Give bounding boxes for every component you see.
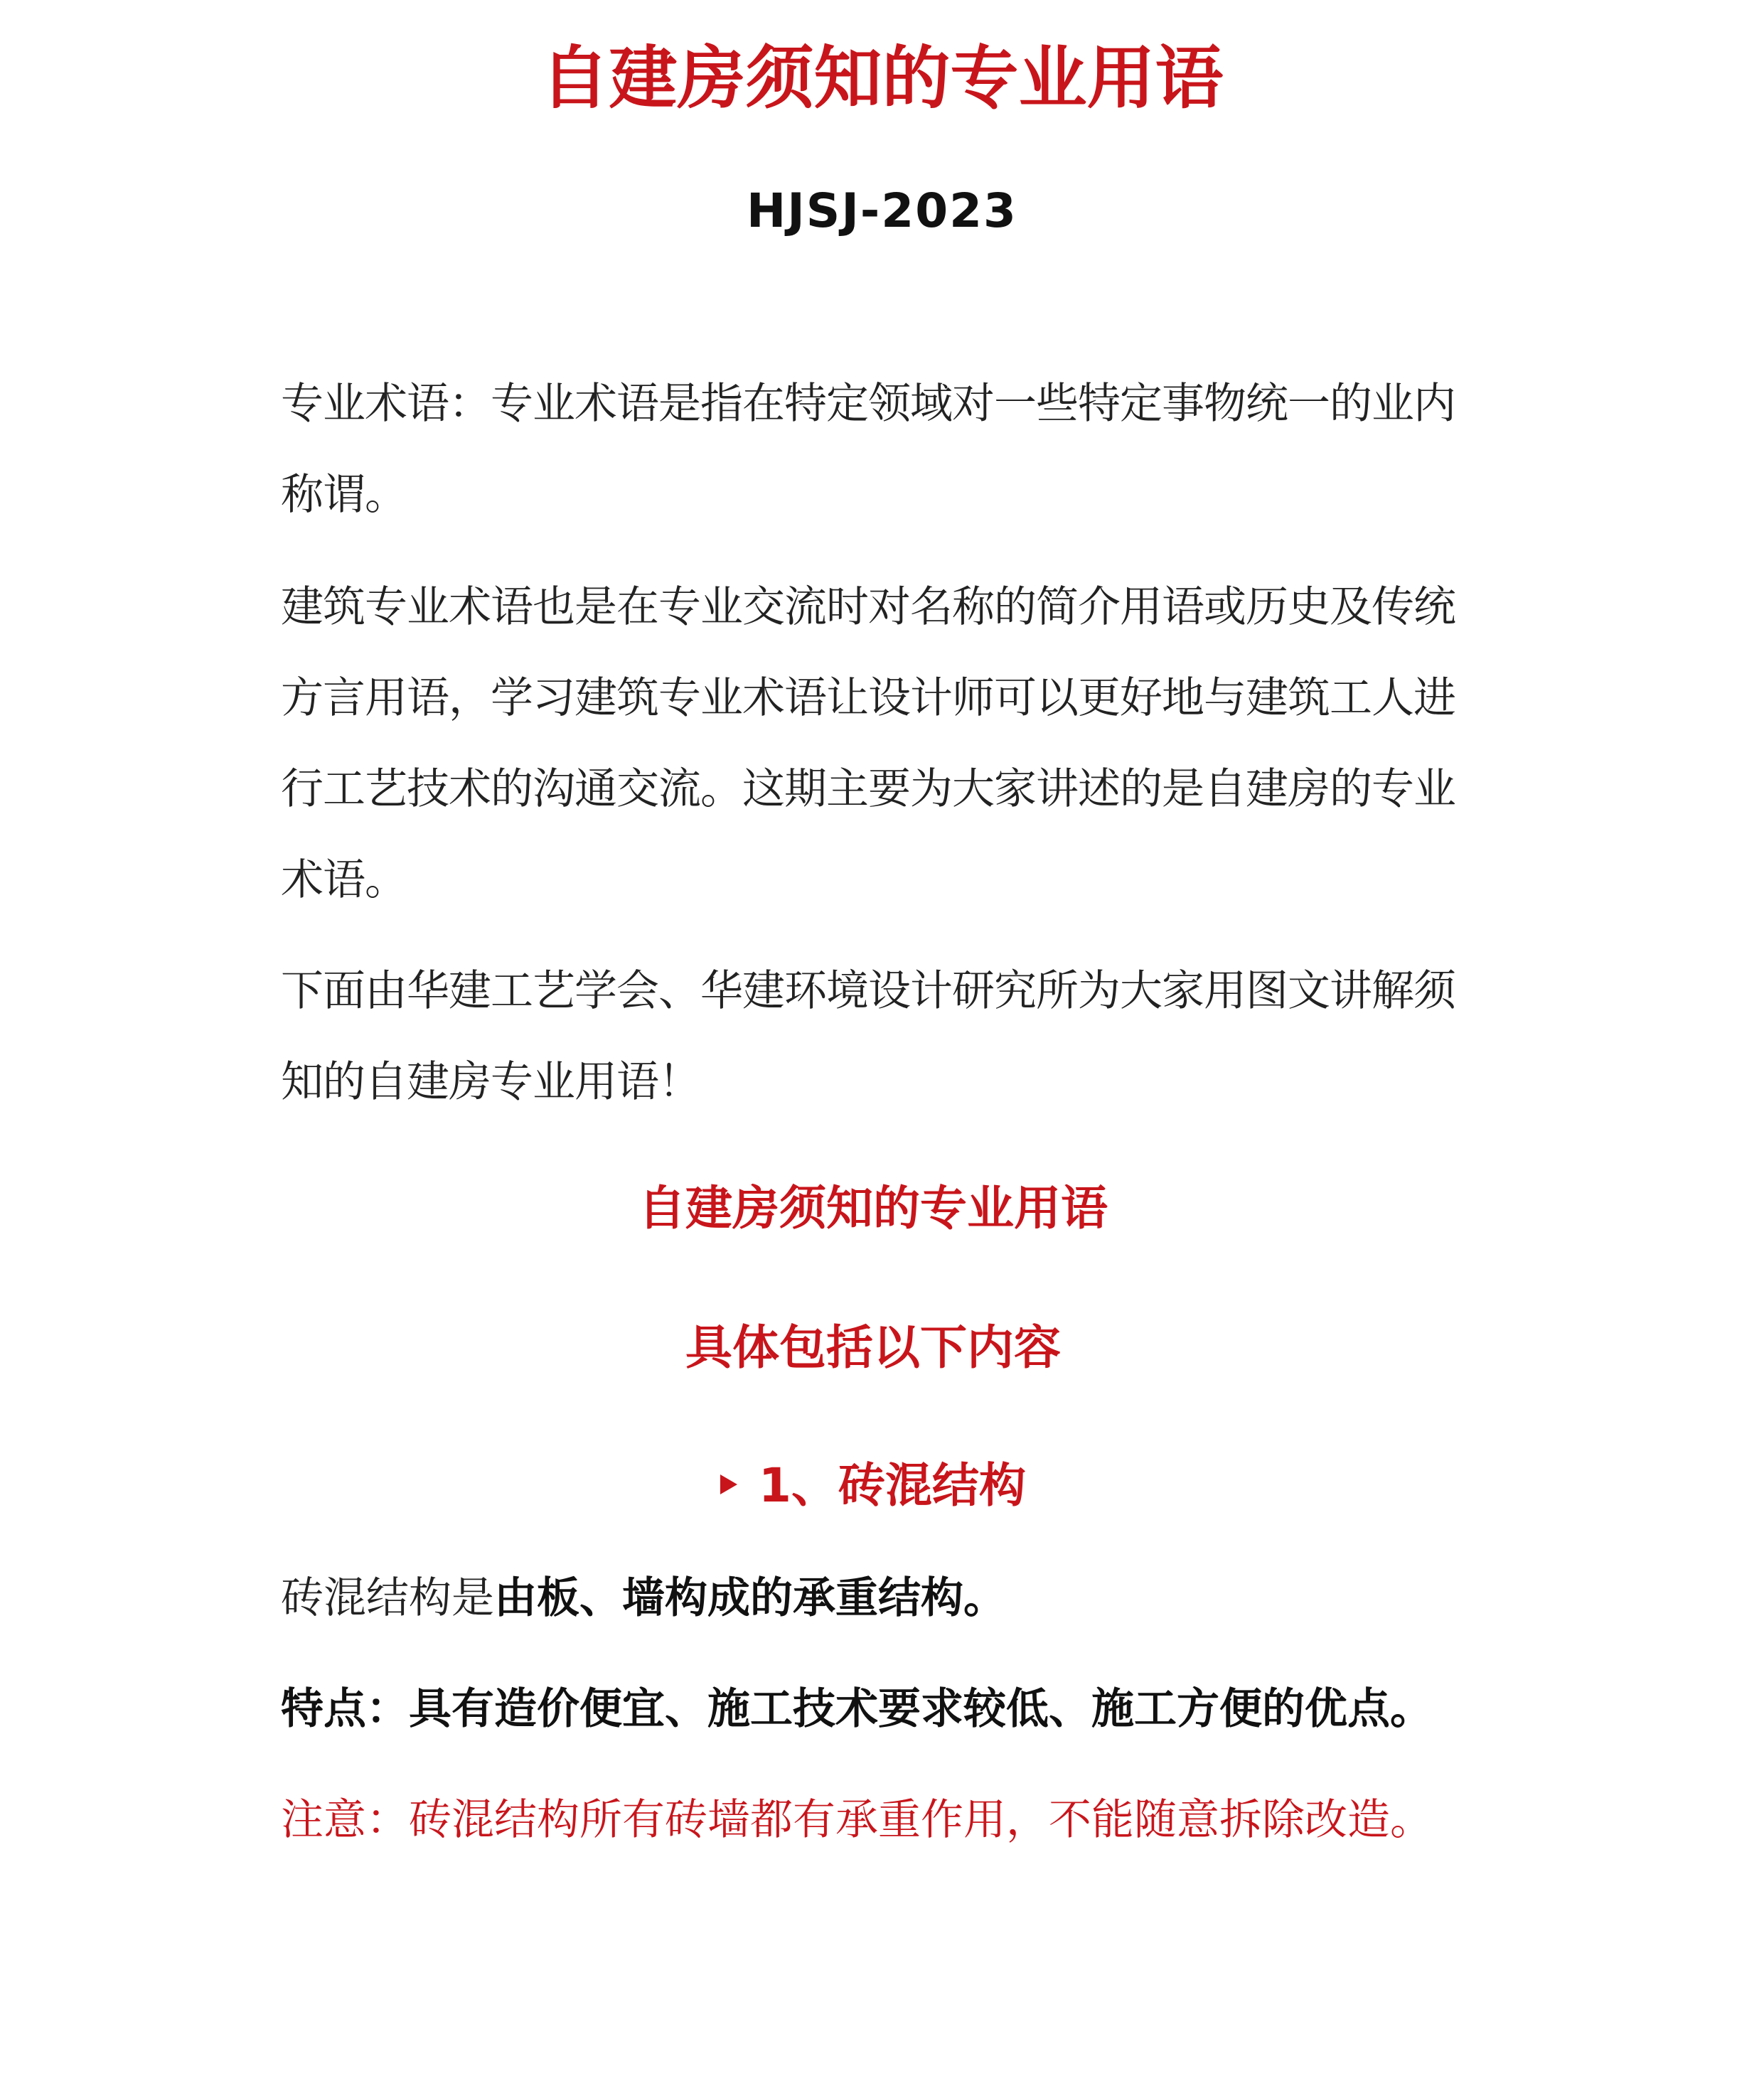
intro-paragraph-1: 专业术语：专业术语是指在特定领域对一些特定事物统一的业内称谓。 [281, 379, 1455, 520]
item-features: 特点：具有造价便宜、施工技术要求较低、施工方便的优点。 [281, 1684, 1433, 1734]
intro-paragraph-2: 建筑专业术语也是在专业交流时对名称的简介用语或历史及传统方言用语，学习建筑专业术语让设计师可以更好地与建筑工人进行工艺技术的沟通交流。这期主要为大家讲述的是自建房的专业术语。 [281, 582, 1455, 905]
item-heading-text: 1、砖混结构 [759, 1458, 1026, 1513]
intro-paragraph-3: 下面由华建工艺学会、华建环境设计研究所为大家用图文讲解须知的自建房专业用语！ [281, 966, 1455, 1107]
item-note: 注意：砖混结构所有砖墙都有承重作用，不能随意拆除改造。 [281, 1795, 1433, 1845]
item-definition-bold: 由板、墙构成的承重结构。 [494, 1573, 1006, 1623]
item-definition-plain: 砖混结构是 [281, 1573, 494, 1623]
section-subheading: 具体包括以下内容 [685, 1320, 1061, 1375]
triangle-bullet-icon [720, 1474, 737, 1494]
section-heading: 自建房须知的专业用语 [638, 1181, 1108, 1236]
item-heading [281, 1450, 1465, 1521]
document-title: 自建房须知的专业用语 [540, 38, 1224, 118]
item-definition [281, 1553, 1465, 1644]
document-code: HJSJ-2023 [747, 183, 1017, 238]
article-body [281, 358, 1465, 1866]
